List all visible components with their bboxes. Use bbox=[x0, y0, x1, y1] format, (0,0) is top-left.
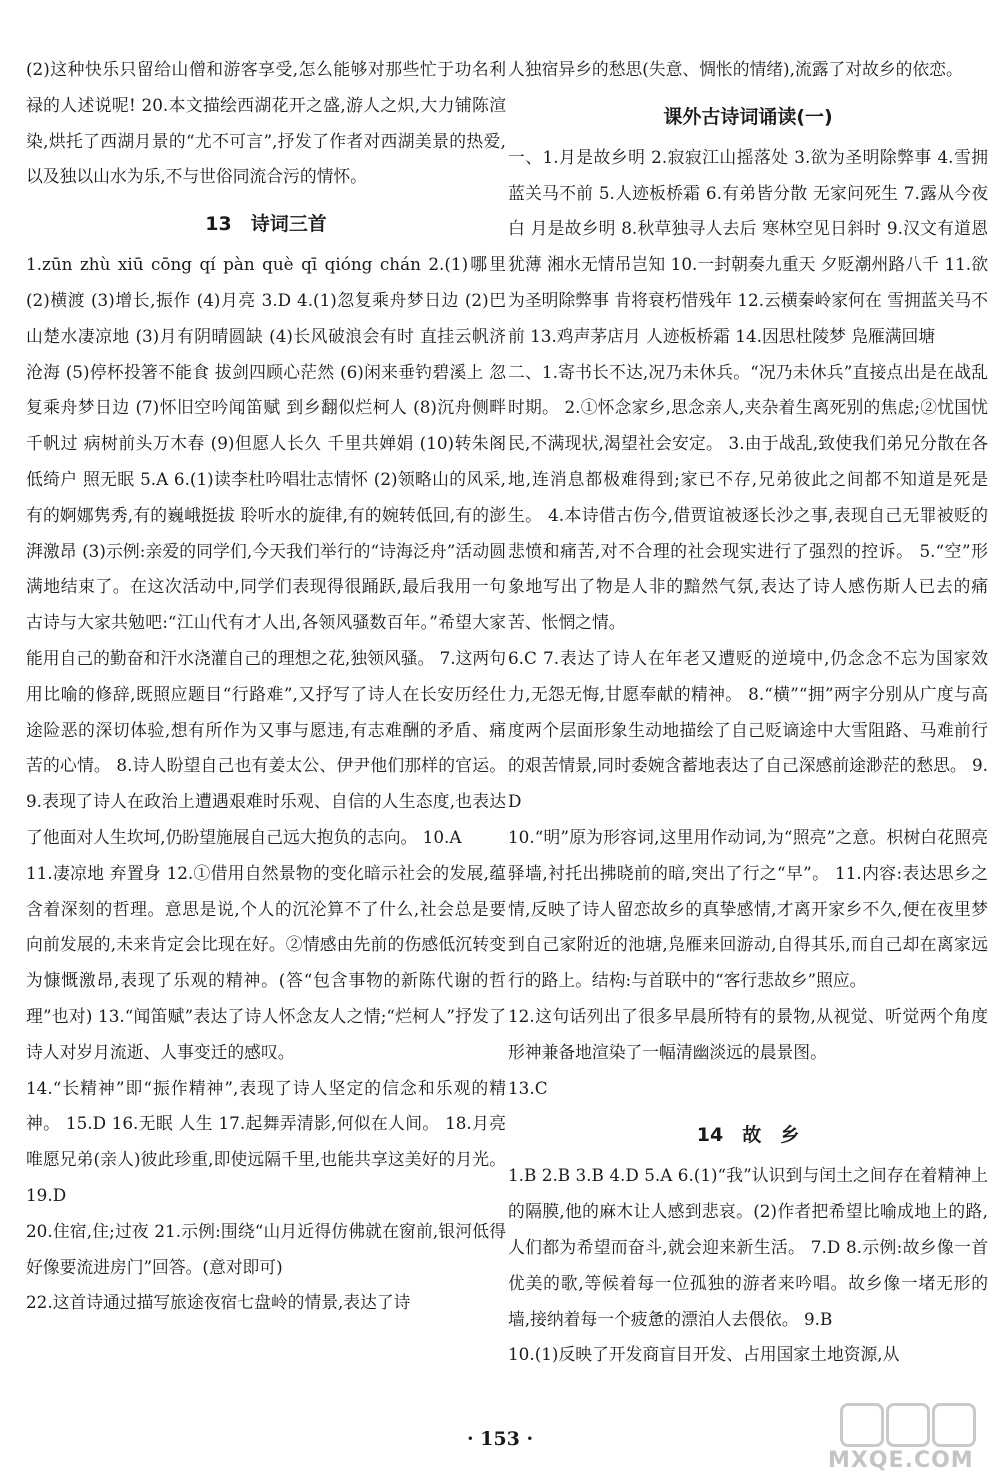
answer-paragraph: 一、1.月是故乡明 2.寂寂江山摇落处 3.欲为圣明除弊事 4.雪拥蓝关马不前 5.人迹板桥霜 6.有弟皆分散 无家问死生 7.露从今夜白 月是故乡明 8.秋草独寻人去后 寒林空见日斜时 9.汉文有道恩犹薄 湘水无情吊岂知 10.一封朝奏九重天 夕贬潮州路八千 11.欲为圣明除弊事 肯将衰朽惜残年 12.云横秦岭家何在 雪拥蓝关马不前 13.鸡声茅店月 人迹板桥霜 14.因思杜陵梦 凫雁满回塘 bbox=[508, 146, 988, 346]
watermark-box-icon bbox=[886, 1403, 930, 1447]
section-heading-poems: 13 诗词三首 bbox=[205, 213, 327, 236]
answer-paragraph: (2)这种快乐只留给山僧和游客享受,怎么能够对那些忙于功名利禄的人述说呢! 20.本文描绘西湖花开之盛,游人之炽,大力铺陈渲染,烘托了西湖月景的“尤不可言”,抒发了作者对西湖美景的热爱,以及独以山水为乐,不与世俗同流合污的情怀。 bbox=[26, 59, 506, 187]
watermark-logo bbox=[820, 1403, 990, 1473]
answer-paragraph: 13.C bbox=[508, 1077, 548, 1098]
answer-paragraph: 1.zūn zhù xiū cōng qí pàn què qī qióng chán 2.(1)哪里 (2)横渡 (3)增长,振作 (4)月亮 3.D 4.(1)忽复乘舟梦日边 (2)巴山楚水凄凉地 (3)月有阴晴圆缺 (4)长风破浪会有时 直挂云帆济沧海 (5)停杯投箸不能食 拔剑四顾心茫然 (6)闲来垂钓碧溪上 忽复乘舟梦日边 (7)怀旧空吟闻笛赋 到乡翻似烂柯人 (8)沉舟侧畔千帆过 病树前头万木春 (9)但愿人长久 千里共婵娟 (10)转朱阁 低绮户 照无眠 5.A 6.(1)读李杜吟唱壮志情怀 (2)领略山的风采,有的婀娜隽秀,有的巍峨挺拔 聆听水的旋律,有的婉转低回,有的澎湃激昂 (3)示例:亲爱的同学们,今天我们举行的“诗海泛舟”活动圆满地结束了。在这次活动中,同学们表现得很踊跃,最后我用一句古诗与大家共勉吧:“江山代有才人出,各领风骚数百年。”希望大家能用自己的勤奋和汗水浇灌自己的理想之花,独领风骚。 7.这两句用比喻的修辞,既照应题目“行路难”,又抒写了诗人在长安历经仕途险恶的深切体验,想有所作为又事与愿违,有志难酬的矛盾、痛苦的心情。 8.诗人盼望自己也有姜太公、伊尹他们那样的官运。 9.表现了诗人在政治上遭遇艰难时乐观、自信的人生态度,也表达了他面对人生坎坷,仍盼望施展自己远大抱负的志向。 10.A bbox=[26, 254, 506, 847]
answer-paragraph: 1.B 2.B 3.B 4.D 5.A 6.(1)“我”认识到与闰土之间存在着精神上的隔膜,他的麻木让人感到悲哀。(2)作者把希望比喻成地上的路,人们都为希望而奋斗,就会迎来新生活。 7.D 8.示例:故乡像一首优美的歌,等候着每一位孤独的游者来吟唱。故乡像一堵无形的墙,接纳着每一个疲惫的漂泊人去偎依。 9.B bbox=[508, 1165, 988, 1329]
page-number: · 153 · bbox=[466, 1428, 534, 1450]
section-heading-hometown: 14 故 乡 bbox=[696, 1124, 800, 1147]
watermark-box-icon bbox=[840, 1403, 884, 1447]
answer-paragraph: 12.这句话列出了很多早晨所特有的景物,从视觉、听觉两个角度形神兼备地渲染了一幅清幽淡远的晨景图。 bbox=[508, 1005, 988, 1062]
answer-paragraph: 10.(1)反映了开发商盲目开发、占用国家土地资源,从 bbox=[508, 1344, 900, 1365]
answer-paragraph: 6.C 7.表达了诗人在年老又遭贬的逆境中,仍念念不忘为国家效力,无怨无悔,甘愿奉献的精神。 8.“横”“拥”两字分别从广度与高度两个层面形象生动地描绘了自己贬谪途中大雪阻路、马难前行的艰苦情景,同时委婉含蓄地表达了自己深感前途渺茫的愁思。 9.D bbox=[508, 647, 988, 812]
answer-paragraph: 11.凄凉地 弃置身 12.①借用自然景物的变化暗示社会的发展,蕴含着深刻的哲理。意思是说,个人的沉沦算不了什么,社会总是要向前发展的,未来肯定会比现在好。②情感由先前的伤感低沉转变为慷慨激昂,表现了乐观的精神。(答“包含事物的新陈代谢的哲理”也对) 13.“闻笛赋”表达了诗人怀念友人之情;“烂柯人”抒发了诗人对岁月流逝、人事变迁的感叹。 bbox=[26, 862, 506, 1062]
left-column bbox=[26, 52, 506, 1321]
right-column bbox=[508, 52, 988, 1373]
answer-paragraph: 人独宿异乡的愁思(失意、惆怅的情绪),流露了对故乡的依恋。 bbox=[508, 59, 963, 79]
answer-paragraph: 二、1.寄书长不达,况乃未休兵。“况乃未休兵”直接点出是在战乱时期。 2.①怀念家乡,思念亲人,夹杂着生离死别的焦虑;②忧国忧民,不满现状,渴望社会安定。 3.由于战乱,致使我们弟兄分散在各地,连消息都极难得到;家已不存,兄弟彼此之间都不知道是死是生。 4.本诗借古伤今,借贾谊被逐长沙之事,表现自己无罪被贬的悲愤和痛苦,对不合理的社会现实进行了强烈的控诉。 5.“空”形象地写出了物是人非的黯然气氛,表达了诗人感伤斯人已去的痛苦、怅惘之情。 bbox=[508, 361, 988, 633]
answer-paragraph: 20.住宿,住;过夜 21.示例:围绕“山月近得仿佛就在窗前,银河低得好像要流进房门”回答。(意对即可) bbox=[26, 1220, 506, 1277]
answer-paragraph: 10.“明”原为形容词,这里用作动词,为“照亮”之意。枳树白花照亮驿墙,衬托出拂晓前的暗,突出了行之“早”。 11.内容:表达思乡之情,反映了诗人留恋故乡的真挚感情,才离开家乡不久,便在夜里梦到自己家附近的池塘,凫雁来回游动,自得其乐,而自己却在离家远行的路上。结构:与首联中的“客行悲故乡”照应。 bbox=[508, 826, 988, 991]
answer-paragraph: 14.“长精神”即“振作精神”,表现了诗人坚定的信念和乐观的精神。 15.D 16.无眠 人生 17.起舞弄清影,何似在人间。 18.月亮 唯愿兄弟(亲人)彼此珍重,即使远隔千里,也能共享这美好的月光。 19.D bbox=[26, 1077, 506, 1205]
answer-paragraph: 22.这首诗通过描写旅途夜宿七盘岭的情景,表达了诗 bbox=[26, 1292, 411, 1313]
watermark-box-icon bbox=[932, 1403, 976, 1447]
section-heading-extracurricular: 课外古诗词诵读(一) bbox=[663, 105, 833, 128]
watermark-text: MXQE.COM bbox=[828, 1448, 974, 1473]
